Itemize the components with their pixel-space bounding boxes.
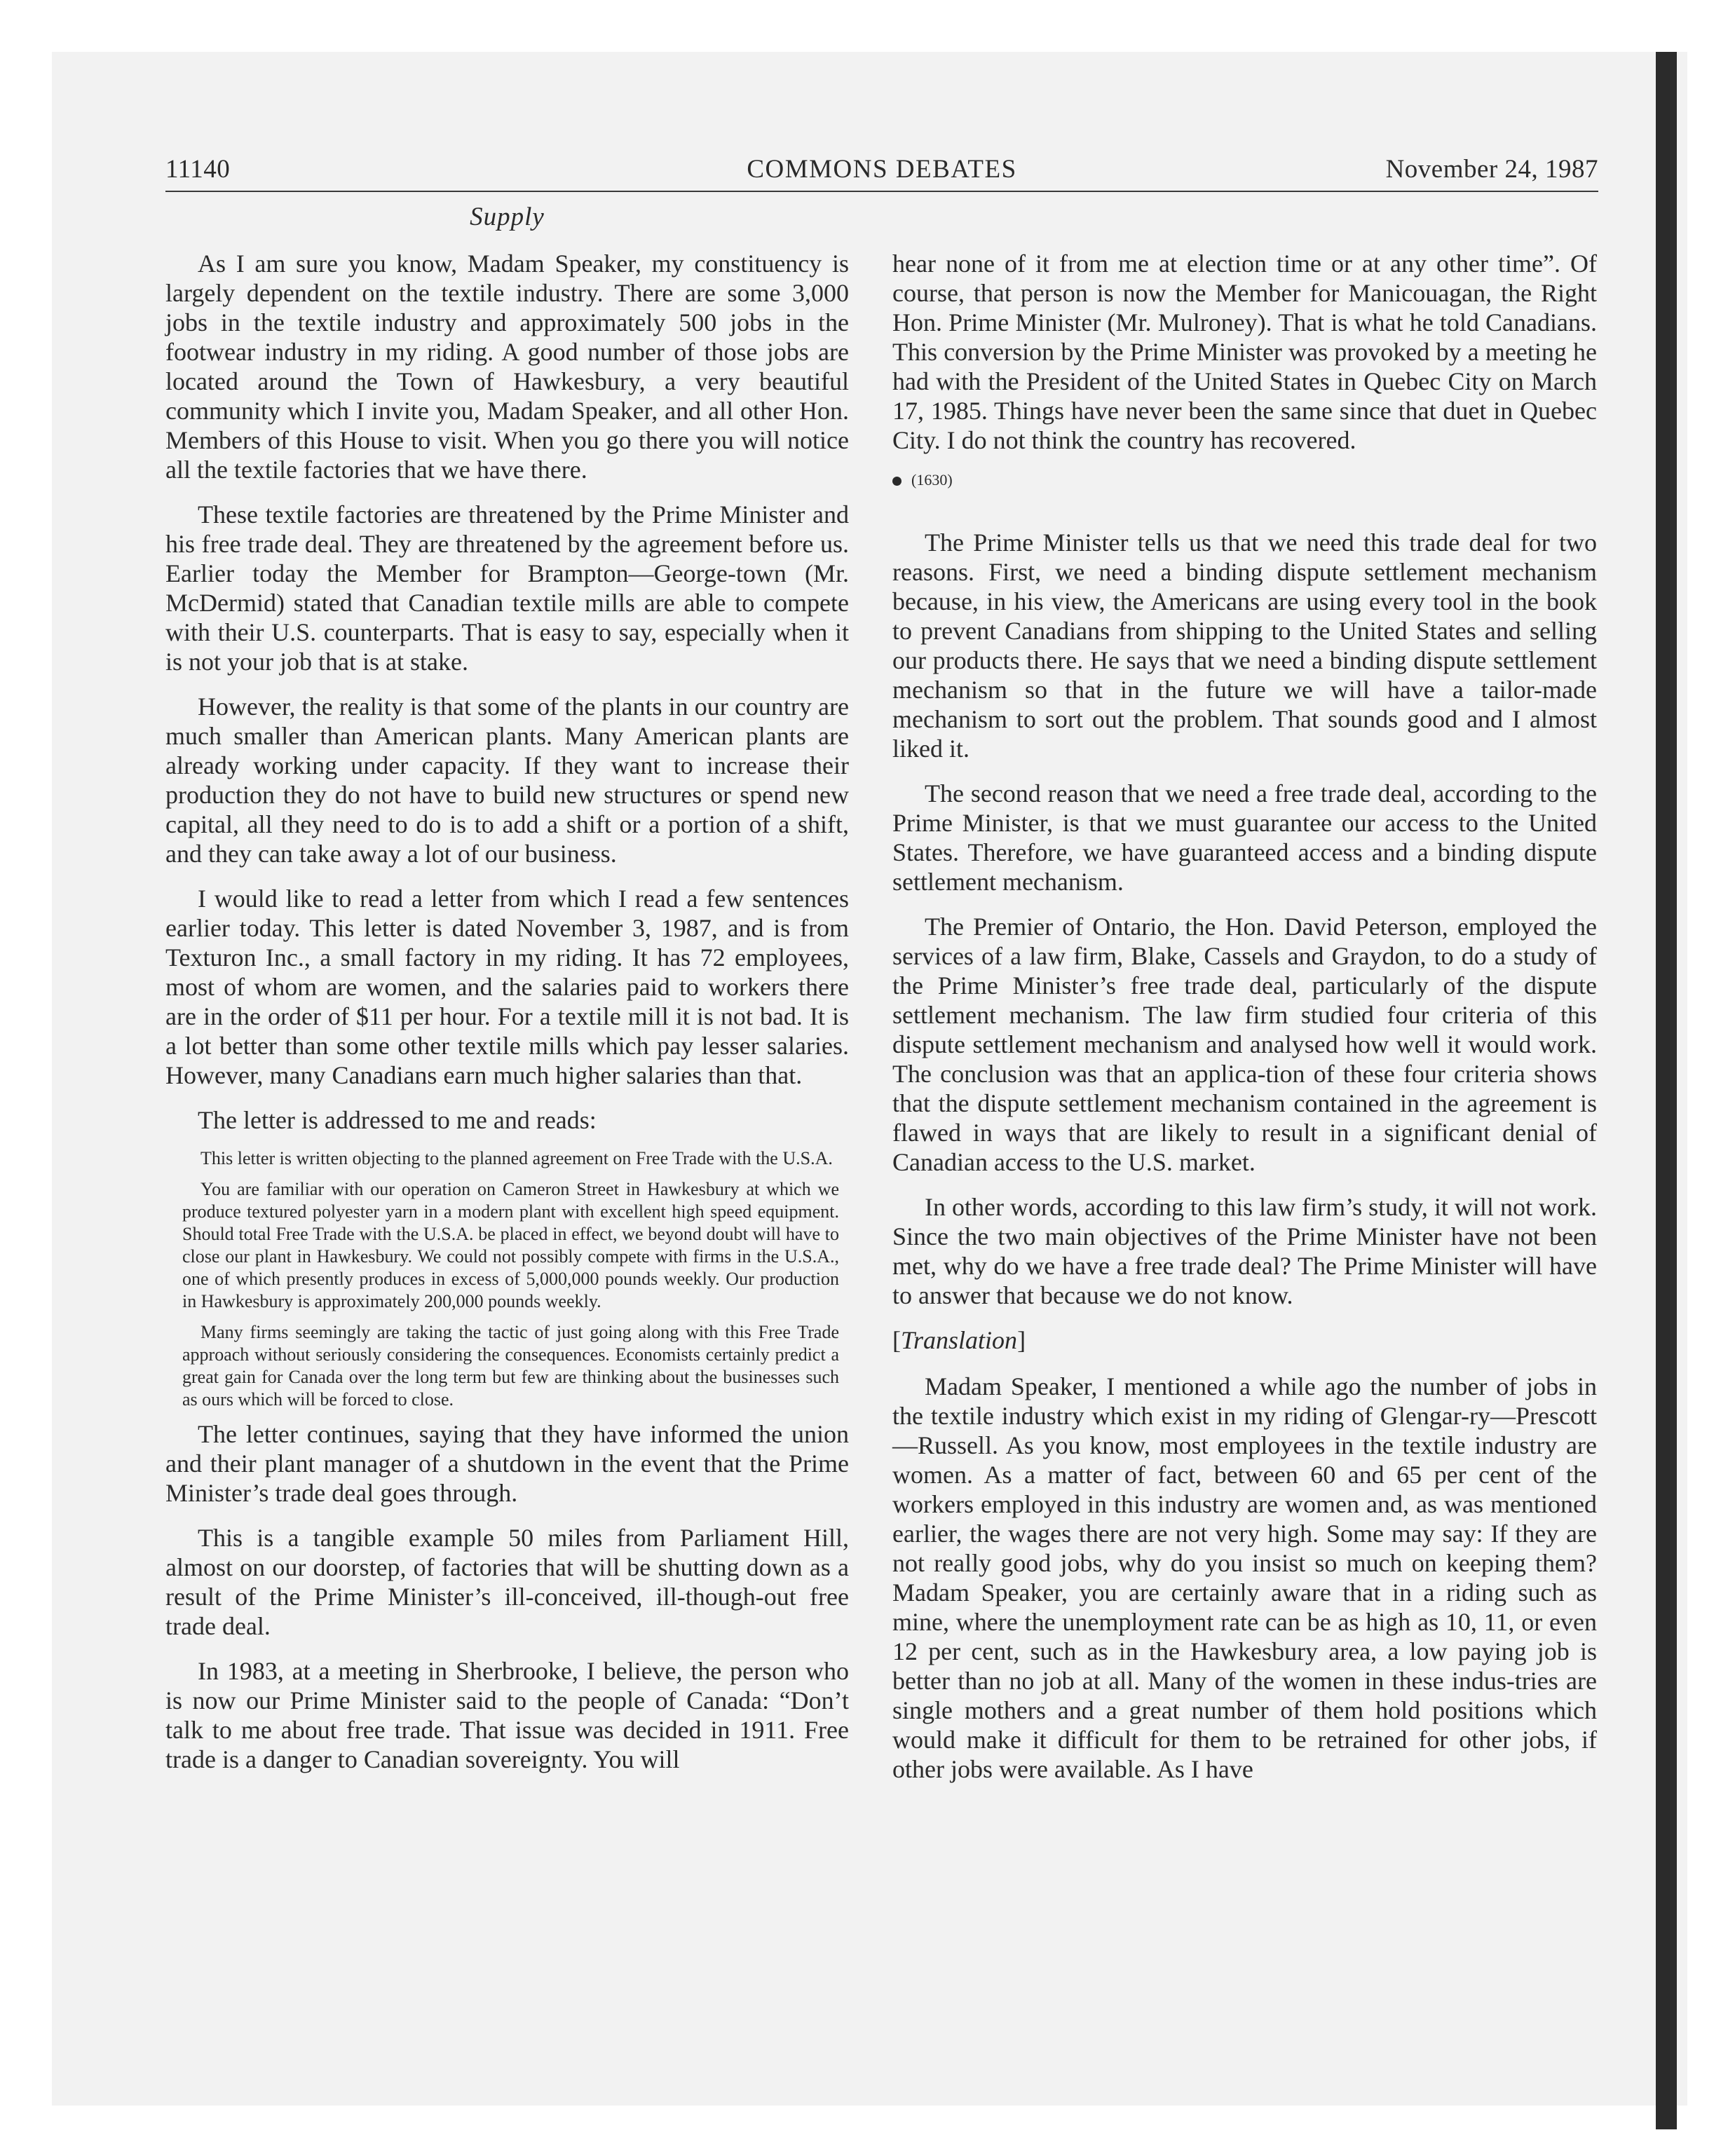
paragraph: In other words, according to this law firm’s study, it will not work. Since the two main objectives of the Prime Minister have not been met, why do we have a free trade deal? The Prime Minister will have to answer that because we do not know. <box>892 1193 1597 1309</box>
publication-title: COMMONS DEBATES <box>747 155 1017 184</box>
page-spine-edge <box>1656 52 1677 2129</box>
paragraph: The Premier of Ontario, the Hon. David Peterson, employed the services of a law firm, Blake, Cassels and Graydon, to do a study of the Prime Minister’s free trade deal, particularly of the dispute settlement mechanism. The law firm studied four criteria of this dispute settlement mechanism and analysed how well it would work. The conclusion was that an applica-tion of these four criteria shows that the dispute settlement mechanism contained in the agreement is flawed in ways that are likely to result in a significant denial of Canadian access to the U.S. market. <box>892 913 1597 1176</box>
quoted-letter-paragraph: You are familiar with our operation on Cameron Street in Hawkesbury at which we produce textured polyester yarn in a modern plant with excellent high speed equipment. Should total Free Trade with the U.S.A. be placed in effect, we beyond doubt will have to close our plant in Hawkesbury. We could not possibly compete with firms in the U.S.A., one of which presently produces in excess of 5,000,000 pounds weekly. Our production in Hawkesbury is approximately 200,000 pounds weekly. <box>182 1179 839 1311</box>
paragraph: The letter continues, saying that they have informed the union and their plant manager of a shutdown in the event that the Prime Minister’s trade deal goes through. <box>165 1420 849 1507</box>
section-title: Supply <box>470 203 545 231</box>
quoted-letter-paragraph: This letter is written objecting to the planned agreement on Free Trade with the U.S.A. <box>200 1148 833 1168</box>
paragraph: This is a tangible example 50 miles from Parliament Hill, almost on our doorstep, of factories that will be shutting down as a result of the Prime Minister’s ill-conceived, ill-though-out free trade deal. <box>165 1524 849 1640</box>
paragraph: Madam Speaker, I mentioned a while ago the number of jobs in the textile industry which exist in my riding of Glengar-ry—Prescott—Russell. As you know, most employees in the textile industry are women. As a matter of fact, between 60 and 65 per cent of the workers employed in this industry are women and, as was mentioned earlier, the wages there are not very high. Some may say: If they are not really good jobs, why do you insist so much on keeping them? Madam Speaker, you are certainly aware that in a riding such as mine, where the unemployment rate can be as high as 10, 11, or even 12 per cent, such as in the Hawkesbury area, a low paying job is better than no job at all. Many of the women in these indus-tries are single mothers and a great number of them hold positions which would make it difficult for them to be retrained for other jobs, if other jobs were available. As I have <box>892 1372 1597 1783</box>
page-number: 11140 <box>165 155 231 184</box>
translation-note <box>892 1325 1597 1355</box>
paragraph: However, the reality is that some of the plants in our country are much smaller than American plants. Many American plants are already working under capacity. If they want to increase their production they do not have to build new structures or spend new capital, all they need to do is to add a shift or a portion of a shift, and they can take away a lot of our business. <box>165 692 849 868</box>
paragraph: The second reason that we need a free trade deal, according to the Prime Minister, is that we must guarantee our access to the United States. Therefore, we have guaranteed access and a binding dispute settlement mechanism. <box>892 779 1597 896</box>
time-marker-label: (1630) <box>911 471 953 489</box>
paragraph: In 1983, at a meeting in Sherbrooke, I believe, the person who is now our Prime Minister said to the people of Canada: “Don’t talk to me about free trade. That issue was decided in 1911. Free trade is a danger to Canadian sovereignty. You will <box>165 1657 849 1773</box>
paragraph: The Prime Minister tells us that we need this trade deal for two reasons. First, we need a binding dispute settlement mechanism because, in his view, the Americans are using every tool in the book to prevent Canadians from shipping to the United States and selling our products there. He says that we need a binding dispute settlement mechanism so that in the future we will have a tailor-made mechanism to sort out the problem. That sounds good and I almost liked it. <box>892 528 1597 763</box>
paragraph: hear none of it from me at election time or at any other time”. Of course, that person is now the Member for Manicouagan, the Right Hon. Prime Minister (Mr. Mulroney). That is what he told Canadians. This conversion by the Prime Minister was provoked by a meeting he had with the President of the United States in Quebec City on March 17, 1985. Things have never been the same since that duet in Quebec City. I do not think the country has recovered. <box>892 250 1597 454</box>
bracket-close: ] <box>1017 1326 1026 1354</box>
quoted-letter-paragraph: Many firms seemingly are taking the tactic of just going along with this Free Trade approach without seriously considering the consequences. Economists certainly predict a great gain for Canada over the long term but few are thinking about the businesses such as ours which will be forced to close. <box>182 1322 839 1410</box>
paragraph: The letter is addressed to me and reads: <box>198 1106 597 1134</box>
left-column <box>165 249 849 1789</box>
time-marker <box>892 470 1597 490</box>
bullet-dot-icon <box>892 477 901 486</box>
publication-date: November 24, 1987 <box>1385 155 1598 184</box>
paragraph: These textile factories are threatened by the Prime Minister and his free trade deal. They are threatened by the agreement before us. Earlier today the Member for Brampton—George-town (Mr. McDermid) stated that Canadian textile mills are able to compete with their U.S. counterparts. That is easy to say, especially when it is not your job that is at stake. <box>165 500 849 676</box>
right-column <box>892 249 1597 1799</box>
translation-label: Translation <box>901 1326 1018 1354</box>
bracket-open: [ <box>892 1326 901 1354</box>
paragraph: As I am sure you know, Madam Speaker, my constituency is largely dependent on the textile industry. There are some 3,000 jobs in the textile industry and approximately 500 jobs in the footwear industry in my riding. A good number of those jobs are located around the Town of Hawkesbury, a very beautiful community which I invite you, Madam Speaker, and all other Hon. Members of this House to visit. When you go there you will notice all the textile factories that we have there. <box>165 250 849 484</box>
paragraph: I would like to read a letter from which I read a few sentences earlier today. This letter is dated November 3, 1987, and is from Texturon Inc., a small factory in my riding. It has 72 employees, most of whom are women, and the salaries paid to workers there are in the order of $11 per hour. For a textile mill it is not bad. It is a lot better than some other textile mills which pay lesser salaries. However, many Canadians earn much higher salaries than that. <box>165 885 849 1089</box>
page-header <box>165 154 1598 192</box>
